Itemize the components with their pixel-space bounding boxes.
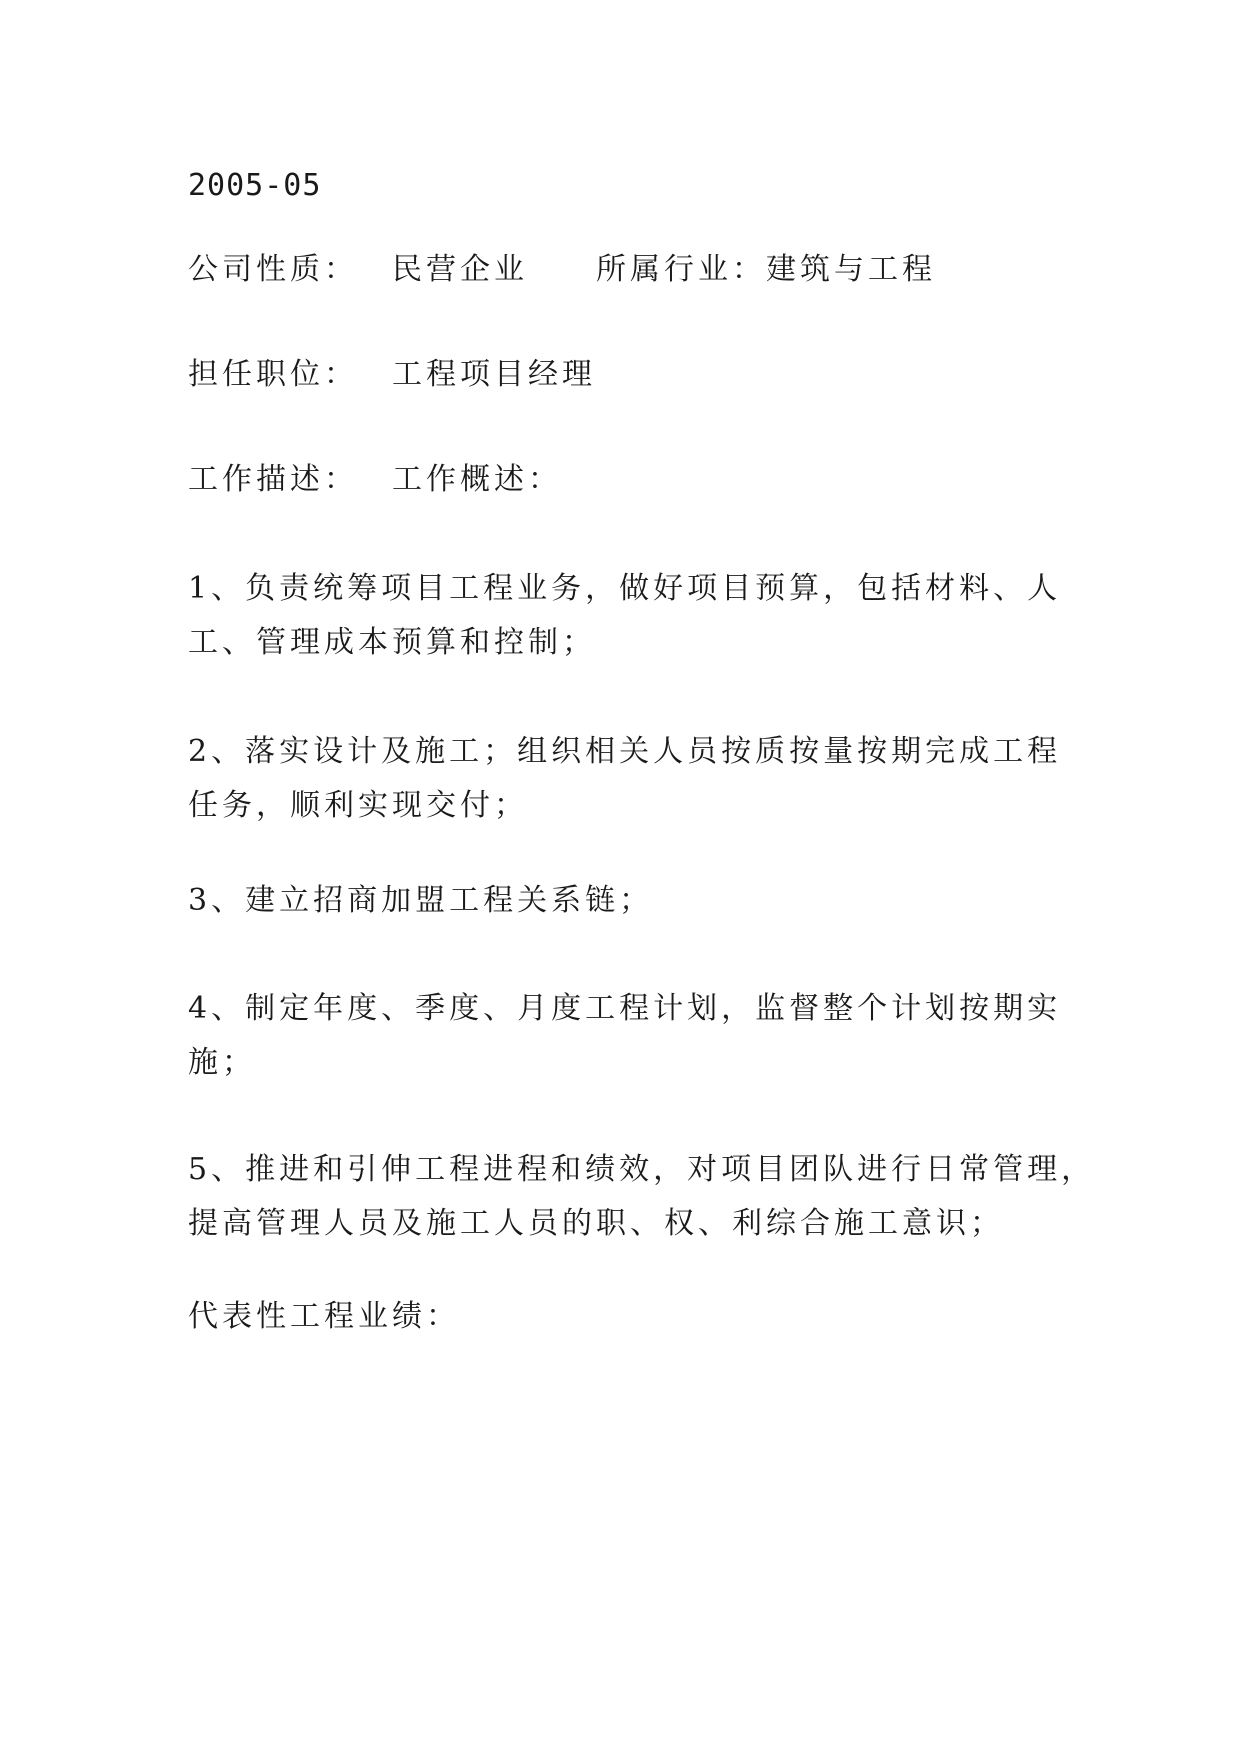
duty-item-4-line-2: 施； <box>188 1045 256 1080</box>
position-value: 工程项目经理 <box>392 357 596 392</box>
duty-item-4-line-1: 4、制定年度、季度、月度工程计划，监督整个计划按期实 <box>188 991 1062 1026</box>
company-type-label: 公司性质： <box>188 252 358 287</box>
duty-item-2-line-2: 任务，顺利实现交付； <box>188 788 528 823</box>
industry-label: 所属行业： <box>596 252 766 287</box>
duty-item-5-line-1: 5、推进和引伸工程进程和绩效，对项目团队进行日常管理， <box>188 1152 1096 1187</box>
duty-item-5-line-2: 提高管理人员及施工人员的职、权、利综合施工意识； <box>188 1206 1004 1241</box>
achievements-heading: 代表性工程业绩： <box>188 1299 460 1334</box>
description-value: 工作概述： <box>392 462 562 497</box>
company-type-value: 民营企业 <box>392 252 528 287</box>
description-label: 工作描述： <box>188 462 358 497</box>
position-label: 担任职位： <box>188 357 358 392</box>
position-line <box>188 346 596 404</box>
duty-item-1-line-1: 1、负责统筹项目工程业务，做好项目预算，包括材料、人 <box>188 571 1062 606</box>
company-info-line <box>188 241 936 299</box>
duty-item-3-line-1: 3、建立招商加盟工程关系链； <box>188 883 654 918</box>
industry-value: 建筑与工程 <box>766 252 936 287</box>
job-date: 2005-05 <box>188 168 322 203</box>
duty-item-1-line-2: 工、管理成本预算和控制； <box>188 625 596 660</box>
description-line <box>188 451 562 509</box>
duty-item-2-line-1: 2、落实设计及施工；组织相关人员按质按量按期完成工程 <box>188 734 1062 769</box>
